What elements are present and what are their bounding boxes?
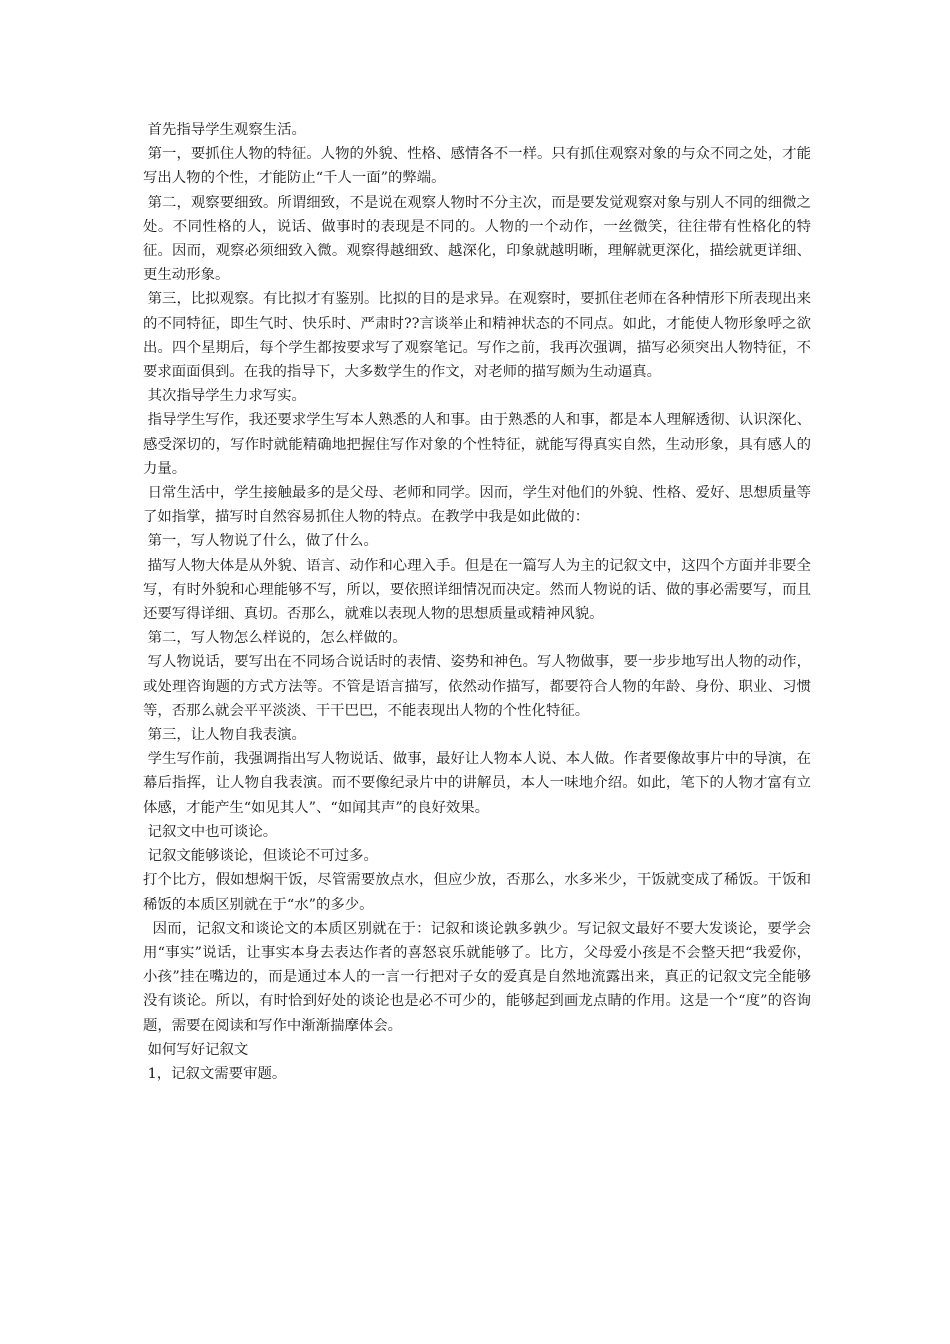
paragraph-discussion-limit: 记叙文能够谈论，但谈论不可过多。 xyxy=(143,848,378,865)
paragraph-step-2-heading: 第二，写人物怎么样说的，怎么样做的。 xyxy=(143,630,407,647)
paragraph-daily-life: 日常生活中，学生接触最多的是父母、老师和同学。因而，学生对他们的外貌、性格、爱好、思想质量等了如指掌，描写时自然容易抓住人物的特点。在教学中我是如此做的： xyxy=(143,485,811,526)
paragraph-rice-analogy: 打个比方，假如想焖干饭，尽管需要放点水，但应少放，否那么，水多米少，干饭就变成了稀饭。干饭和稀饭的本质区别就在于“水”的多少。 xyxy=(143,872,811,913)
paragraph-step-1-heading: 第一，写人物说了什么，做了什么。 xyxy=(143,533,378,550)
paragraph-step-3-body: 学生写作前，我强调指出写人物说话、做事，最好让人物本人说、本人做。作者要像故事片中的导演，在幕后指挥，让人物自我表演。而不要像纪录片中的讲解员，本人一味地介绍。如此，笔下的人物才富有立体感，才能产生“如见其人”、“如闻其声”的良好效果。 xyxy=(143,751,811,816)
paragraph-point-2-detail: 第二，观察要细致。所谓细致，不是说在观察人物时不分主次，而是要发觉观察对象与别人不同的细微之处。不同性格的人，说话、做事时的表现是不同的。人物的一个动作，一丝微笑，往往带有性格化的特征。因而，观察必须细致入微。观察得越细致、越深化，印象就越明晰，理解就更深化，描绘就更详细、更生动形象。 xyxy=(143,194,811,284)
paragraph-intro-observe: 首先指导学生观察生活。 xyxy=(143,122,306,138)
paragraph-step-3-heading: 第三，让人物自我表演。 xyxy=(143,727,306,744)
paragraph-point-3-compare: 第三，比拟观察。有比拟才有鉴别。比拟的目的是求异。在观察时，要抓住老师在各种情形下所表现出来的不同特征，即生气时、快乐时、严肃时??言谈举止和精神状态的不同点。如此，才能使人物形象呼之欲出。四个星期后，每个学生都按要求写了观察笔记。写作之前，我再次强调，描写必须突出人物特征，不要求面面俱到。在我的指导下，大多数学生的作文，对老师的描写颇为生动逼真。 xyxy=(143,291,811,381)
paragraph-step-2-body: 写人物说话，要写出在不同场合说话时的表情、姿势和神色。写人物做事，要一步步地写出人物的动作，或处理咨询题的方式方法等。不管是语言描写，依然动作描写，都要符合人物的年龄、身份、职业、习惯等，否那么就会平平淡淡、干干巴巴，不能表现出人物的个性化特征。 xyxy=(143,654,811,719)
paragraph-heading-realism: 其次指导学生力求写实。 xyxy=(143,388,306,405)
document-body xyxy=(143,118,811,1086)
paragraph-discussion-heading: 记叙文中也可谈论。 xyxy=(143,823,278,840)
paragraph-item-1-review-topic: 1，记叙文需要审题。 xyxy=(143,1065,287,1082)
paragraph-point-1-features: 第一，要抓住人物的特征。人物的外貌、性格、感情各不一样。只有抓住观察对象的与众不同之处，才能写出人物的个性，才能防止“千人一面”的弊端。 xyxy=(143,146,811,187)
paragraph-how-to-write-heading: 如何写好记叙文 xyxy=(143,1041,249,1058)
paragraph-step-1-body: 描写人物大体是从外貌、语言、动作和心理入手。但是在一篇写人为主的记叙文中，这四个方面并非要全写，有时外貌和心理能够不写，所以，要依照详细情况而决定。然而人物说的话、做的事必需要写，而且还要写得详细、真切。否那么，就难以表现人物的思想质量或精神风貌。 xyxy=(143,557,811,623)
paragraph-narrative-vs-argument: 因而，记叙文和谈论文的本质区别就在于：记叙和谈论孰多孰少。写记叙文最好不要大发谈论，要学会用“事实”说话，让事实本身去表达作者的喜怒哀乐就能够了。比方，父母爱小孩是不会整天把“我爱你，小孩”挂在嘴边的，而是通过本人的一言一行把对子女的爱真是自然地流露出来，真正的记叙文完全能够没有谈论。所以，有时恰到好处的谈论也是必不可少的，能够起到画龙点睛的作用。这是一个“度”的咨询题，需要在阅读和写作中渐渐揣摩体会。 xyxy=(143,920,811,1034)
paragraph-familiar-people: 指导学生写作，我还要求学生写本人熟悉的人和事。由于熟悉的人和事，都是本人理解透彻、认识深化、感受深切的，写作时就能精确地把握住写作对象的个性特征，就能写得真实自然，生动形象，具有感人的力量。 xyxy=(143,412,811,477)
